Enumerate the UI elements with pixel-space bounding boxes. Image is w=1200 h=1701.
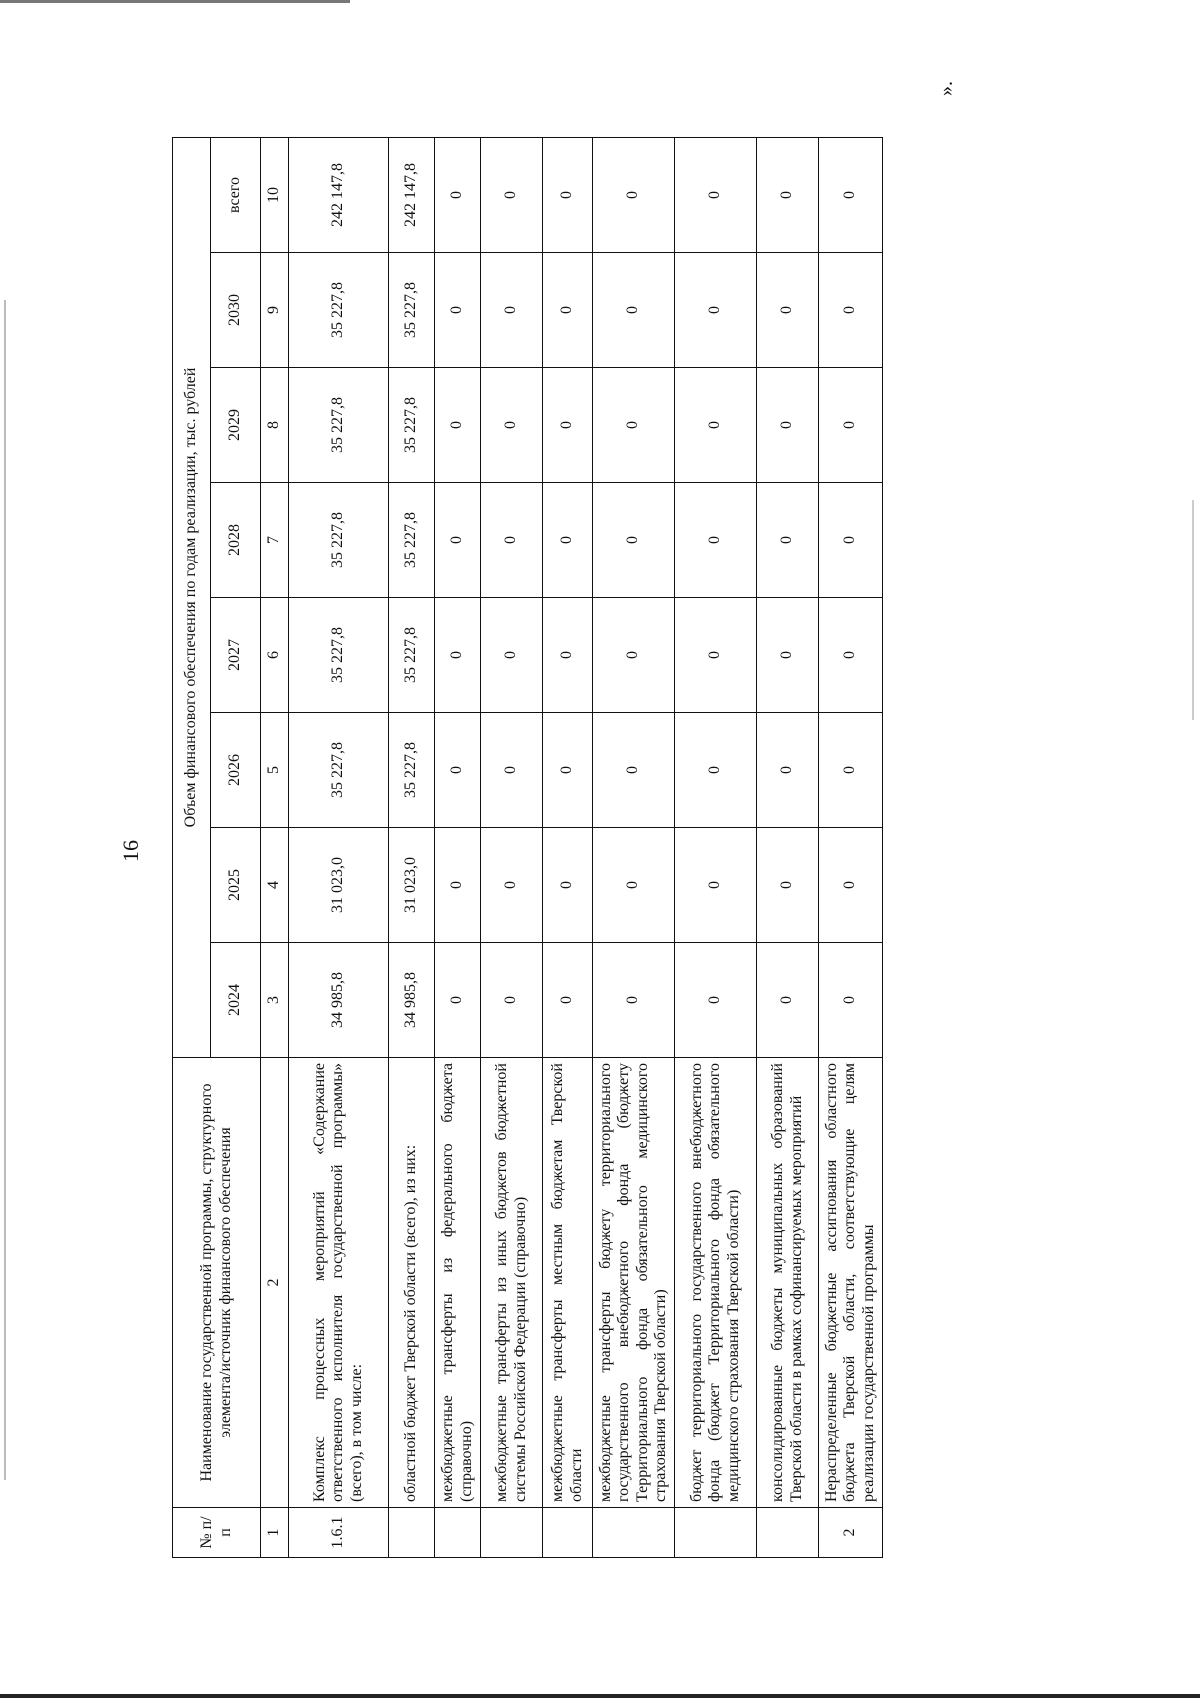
table-row (593, 137, 675, 1557)
table-row (481, 137, 543, 1557)
cell-value: 0 (675, 253, 757, 368)
cell-value: 0 (481, 598, 543, 713)
column-number: 4 (261, 828, 289, 943)
table-row (819, 137, 883, 1557)
cell-value: 0 (435, 828, 481, 943)
header-number: № п/п (173, 1508, 261, 1558)
cell-value: 0 (675, 943, 757, 1058)
header-year: 2026 (211, 713, 261, 828)
header-name: Наименование государственной программы, структурного элемента/источник финансового обеспечения (173, 1058, 261, 1508)
row-name: бюджет территориального государственного внебюджетного фонда (бюджет Территориального фонда обязательного медицинского страхования Тверской области) (675, 1058, 757, 1508)
cell-value: 0 (819, 368, 883, 483)
cell-total: 0 (481, 137, 543, 252)
cell-value: 35 227,8 (289, 253, 389, 368)
cell-value: 35 227,8 (289, 598, 389, 713)
row-number (757, 1508, 819, 1558)
cell-value: 0 (543, 368, 593, 483)
row-number (593, 1508, 675, 1558)
table-row (757, 137, 819, 1557)
row-name: межбюджетные трансферты бюджету территориального государственного внебюджетного фонда (бюджету Территориального фонда обязательного медицинского страхования Тверской области) (593, 1058, 675, 1508)
cell-value: 0 (543, 713, 593, 828)
header-volume: Объем финансового обеспечения по годам реализации, тыс. рублей (173, 137, 211, 1057)
cell-value: 0 (543, 943, 593, 1058)
column-number-row (261, 137, 289, 1557)
cell-value: 0 (543, 253, 593, 368)
cell-value: 0 (593, 828, 675, 943)
row-name: Нераспределенные бюджетные ассигнования областного бюджета Тверской области, соответствующие целям реализации государственной программы (819, 1058, 883, 1508)
cell-value: 0 (481, 483, 543, 598)
cell-total: 0 (435, 137, 481, 252)
cell-value: 0 (757, 943, 819, 1058)
cell-value: 0 (543, 598, 593, 713)
row-number (543, 1508, 593, 1558)
cell-value: 0 (593, 483, 675, 598)
cell-value: 0 (757, 483, 819, 598)
cell-value: 0 (675, 598, 757, 713)
cell-value: 0 (435, 598, 481, 713)
cell-value: 31 023,0 (389, 828, 435, 943)
cell-total: 0 (819, 137, 883, 252)
cell-total: 0 (593, 137, 675, 252)
cell-value: 0 (435, 713, 481, 828)
row-number: 2 (819, 1508, 883, 1558)
column-number: 8 (261, 368, 289, 483)
cell-value: 0 (675, 713, 757, 828)
row-name: межбюджетные трансферты местным бюджетам Тверской области (543, 1058, 593, 1508)
cell-value: 0 (757, 828, 819, 943)
cell-value: 0 (481, 828, 543, 943)
cell-total: 242 147,8 (289, 137, 389, 252)
cell-value: 0 (593, 943, 675, 1058)
cell-value: 0 (593, 368, 675, 483)
cell-value: 0 (819, 713, 883, 828)
row-number: 1.6.1 (289, 1508, 389, 1558)
cell-value: 0 (819, 598, 883, 713)
column-number: 5 (261, 713, 289, 828)
cell-value: 35 227,8 (389, 598, 435, 713)
cell-value: 0 (757, 368, 819, 483)
table-row (289, 137, 389, 1557)
cell-value: 0 (543, 828, 593, 943)
cell-value: 0 (819, 828, 883, 943)
cell-value: 0 (481, 253, 543, 368)
cell-value: 0 (435, 253, 481, 368)
column-number: 2 (261, 1058, 289, 1508)
cell-total: 0 (675, 137, 757, 252)
cell-value: 0 (675, 483, 757, 598)
cell-value: 35 227,8 (389, 368, 435, 483)
column-number: 3 (261, 943, 289, 1058)
cell-value: 0 (435, 368, 481, 483)
table-row (389, 137, 435, 1557)
table-body (289, 137, 883, 1557)
cell-value: 0 (819, 253, 883, 368)
cell-value: 0 (481, 713, 543, 828)
cell-value: 35 227,8 (389, 483, 435, 598)
table-row (435, 137, 481, 1557)
header-year: 2027 (211, 598, 261, 713)
row-number (675, 1508, 757, 1558)
cell-value: 0 (757, 598, 819, 713)
table-row (543, 137, 593, 1557)
cell-value: 0 (593, 598, 675, 713)
row-name: межбюджетные трансферты из иных бюджетов бюджетной системы Российской Федерации (справочно) (481, 1058, 543, 1508)
column-number: 1 (261, 1508, 289, 1558)
row-number (481, 1508, 543, 1558)
header-year: 2025 (211, 828, 261, 943)
row-number (389, 1508, 435, 1558)
header-total: всего (211, 137, 261, 252)
row-name: Комплекс процессных мероприятий «Содержание ответственного исполнителя государственной программы» (всего), в том числе: (289, 1058, 389, 1508)
financing-table (172, 137, 883, 1558)
cell-value: 35 227,8 (289, 713, 389, 828)
cell-value: 34 985,8 (289, 943, 389, 1058)
closing-quote: ». (935, 81, 957, 96)
row-name: межбюджетные трансферты из федерального бюджета (справочно) (435, 1058, 481, 1508)
cell-value: 0 (481, 368, 543, 483)
cell-value: 35 227,8 (289, 368, 389, 483)
cell-value: 0 (435, 943, 481, 1058)
column-number: 6 (261, 598, 289, 713)
cell-value: 31 023,0 (289, 828, 389, 943)
header-year: 2024 (211, 943, 261, 1058)
row-name: областной бюджет Тверской области (всего), из них: (389, 1058, 435, 1508)
column-number: 10 (261, 137, 289, 252)
header-year: 2028 (211, 483, 261, 598)
table-row (675, 137, 757, 1557)
cell-value: 34 985,8 (389, 943, 435, 1058)
page-number: 16 (118, 840, 143, 862)
cell-value: 0 (819, 483, 883, 598)
cell-value: 0 (675, 828, 757, 943)
cell-total: 242 147,8 (389, 137, 435, 252)
cell-value: 35 227,8 (289, 483, 389, 598)
cell-value: 35 227,8 (389, 713, 435, 828)
row-name: консолидированные бюджеты муниципальных образований Тверской области в рамках софинансируемых мероприятий (757, 1058, 819, 1508)
row-number (435, 1508, 481, 1558)
cell-value: 0 (593, 713, 675, 828)
cell-value: 0 (819, 943, 883, 1058)
cell-value: 35 227,8 (389, 253, 435, 368)
header-year: 2030 (211, 253, 261, 368)
cell-value: 0 (481, 943, 543, 1058)
cell-value: 0 (593, 253, 675, 368)
header-year: 2029 (211, 368, 261, 483)
column-number: 9 (261, 253, 289, 368)
cell-total: 0 (757, 137, 819, 252)
cell-total: 0 (543, 137, 593, 252)
cell-value: 0 (675, 368, 757, 483)
cell-value: 0 (543, 483, 593, 598)
cell-value: 0 (757, 713, 819, 828)
cell-value: 0 (757, 253, 819, 368)
column-number: 7 (261, 483, 289, 598)
cell-value: 0 (435, 483, 481, 598)
